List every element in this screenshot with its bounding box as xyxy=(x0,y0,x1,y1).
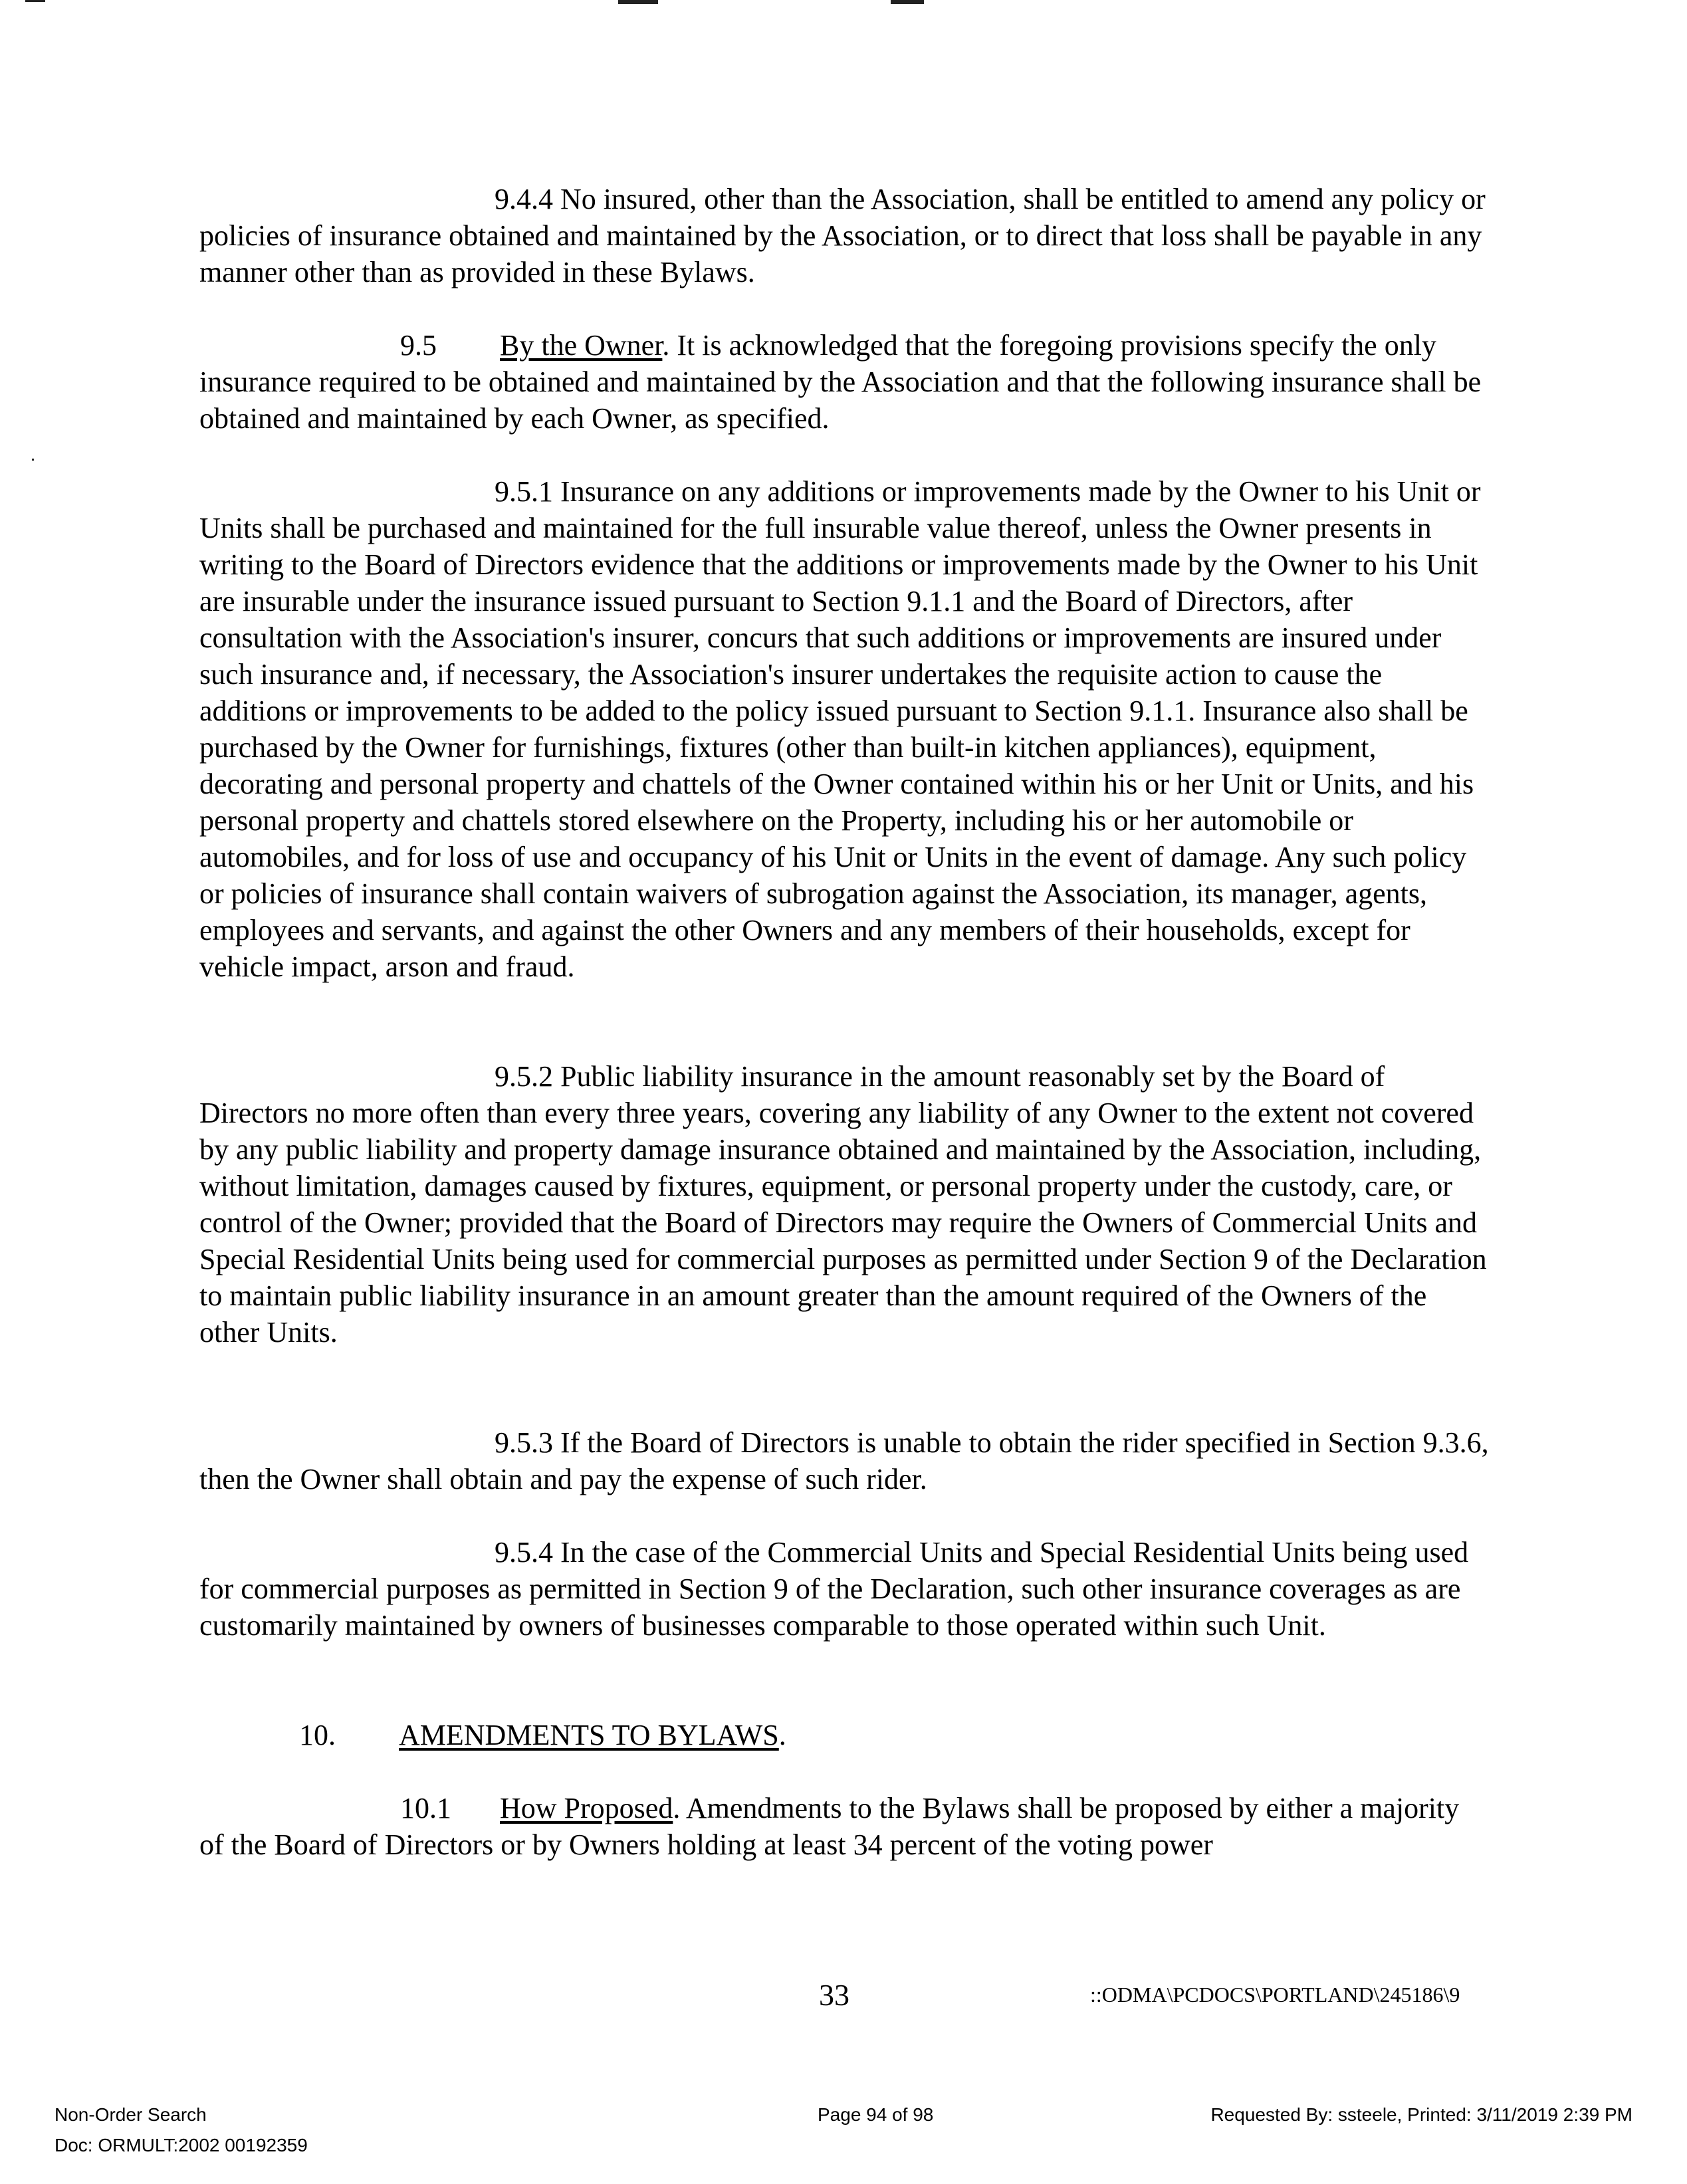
section-title: AMENDMENTS TO BYLAWS xyxy=(399,1719,779,1751)
footer-doc-id: Doc: ORMULT:2002 00192359 xyxy=(55,2135,308,2155)
section-title: How Proposed xyxy=(500,1792,673,1824)
section-9-5-1 xyxy=(199,473,1489,985)
footer-page-count: Page 94 of 98 xyxy=(818,2104,934,2125)
section-9-5-4 xyxy=(199,1534,1489,1644)
section-text: . It is acknowledged that the foregoing provisions specify the only insurance required to be obtained and maintained by the Association and that the following insurance shall be obtained and maintained by each Owner, as specified. xyxy=(199,329,1482,435)
section-10-1 xyxy=(199,1790,1489,1863)
scan-mark-top-left xyxy=(25,0,45,2)
section-text: If the Board of Directors is unable to obtain the rider specified in Section 9.3.6, then the Owner shall obtain and pay the expense of such rider. xyxy=(199,1426,1489,1495)
section-number: 10.1 xyxy=(400,1792,451,1824)
scan-mark-top-right xyxy=(891,0,924,4)
section-text: Public liability insurance in the amount reasonably set by the Board of Directors no more often than every three years, covering any liability of any Owner to the extent not covered by any public liability and property damage insurance obtained and maintained by the Association, including, without limitation, damages caused by fixtures, equipment, or personal property under the custody, care, or control of the Owner; provided that the Board of Directors may require the Owners of Commercial Units and Special Residential Units being used for commercial purposes as permitted under Section 9 of the Declaration to maintain public liability insurance in an amount greater than the amount required of the Owners of the other Units. xyxy=(199,1060,1487,1349)
section-number: 10. xyxy=(299,1719,336,1751)
document-path: ::ODMA\PCDOCS\PORTLAND\245186\9 xyxy=(1090,1983,1460,2007)
section-text: No insured, other than the Association, shall be entitled to amend any policy or policies of insurance obtained and maintained by the Association, or to direct that loss shall be payable in any manner other than as provided in these Bylaws. xyxy=(199,183,1486,288)
section-number: 9.5.1 xyxy=(495,475,553,508)
section-number: 9.4.4 xyxy=(495,183,553,215)
section-title: By the Owner xyxy=(500,329,663,362)
section-number: 9.5.4 xyxy=(495,1536,553,1569)
section-9-5 xyxy=(199,327,1489,437)
footer-search-type: Non-Order Search xyxy=(55,2104,207,2125)
section-text: . Amendments to the Bylaws shall be proposed by either a majority of the Board of Directors or by Owners holding at least 34 percent of the voting power xyxy=(199,1792,1460,1861)
page-number: 33 xyxy=(819,1978,849,2012)
section-title-suffix: . xyxy=(778,1719,786,1751)
scan-mark-top-center xyxy=(618,0,658,4)
section-text: In the case of the Commercial Units and Special Residential Units being used for commercial purposes as permitted in Section 9 of the Declaration, such other insurance coverages as are customarily maintained by owners of businesses comparable to those operated within such Unit. xyxy=(199,1536,1469,1642)
section-10-heading xyxy=(199,1717,1489,1753)
section-number: 9.5.2 xyxy=(495,1060,553,1093)
footer-requested-by: Requested By: ssteele, Printed: 3/11/2019 2:39 PM xyxy=(1210,2104,1632,2125)
scan-dot-left xyxy=(32,459,34,461)
section-number: 9.5 xyxy=(400,329,437,362)
section-9-4-4 xyxy=(199,181,1489,290)
section-number: 9.5.3 xyxy=(495,1426,553,1459)
section-9-5-3 xyxy=(199,1424,1489,1497)
section-text: Insurance on any additions or improvements made by the Owner to his Unit or Units shall be purchased and maintained for the full insurable value thereof, unless the Owner presents in writing to the Board of Directors evidence that the additions or improvements made by the Owner to his Unit are insurable under the insurance issued pursuant to Section 9.1.1 and the Board of Directors, after consultation with the Association's insurer, concurs that such additions or improvements are insured under such insurance and, if necessary, the Association's insurer undertakes the requisite action to cause the additions or improvements to be added to the policy issued pursuant to Section 9.1.1. Insurance also shall be purchased by the Owner for furnishings, fixtures (other than built-in kitchen appliances), equipment, decorating and personal property and chattels of the Owner contained within his or her Unit or Units, and his personal property and chattels stored elsewhere on the Property, including his or her automobile or automobiles, and for loss of use and occupancy of his Unit or Units in the event of damage. Any such policy or policies of insurance shall contain waivers of subrogation against the Association, its manager, agents, employees and servants, and against the other Owners and any members of their households, except for vehicle impact, arson and fraud. xyxy=(199,475,1481,983)
section-9-5-2 xyxy=(199,1058,1489,1351)
